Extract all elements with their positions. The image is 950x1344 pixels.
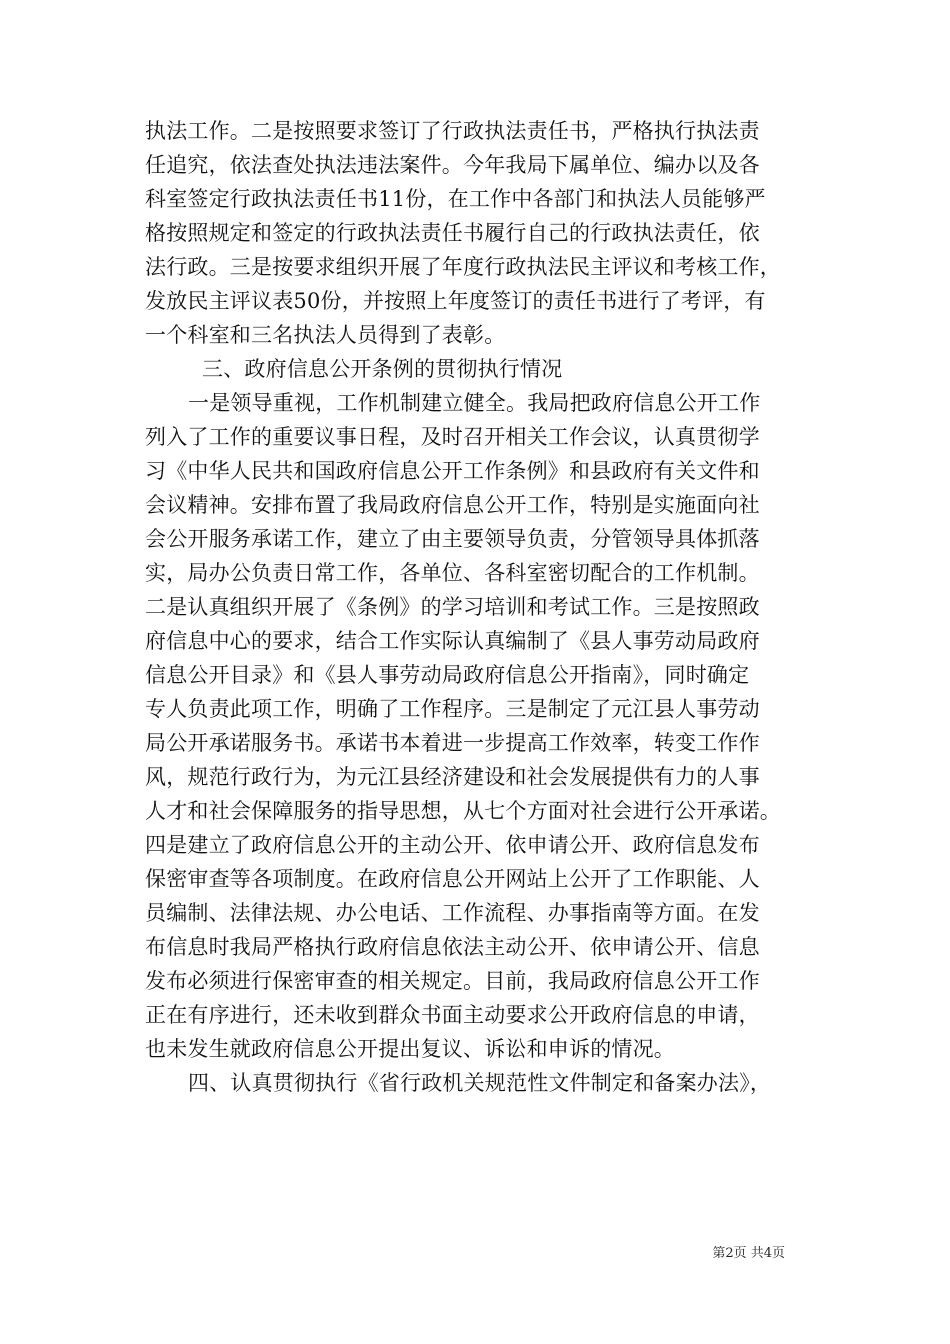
text-line: 会议精神。安排布置了我局政府信息公开工作，特别是实施面向社	[145, 493, 760, 517]
text-line: 员编制、法律法规、办公电话、工作流程、办事指南等方面。在发	[145, 901, 760, 925]
text-line: 列入了工作的重要议事日程，及时召开相关工作会议，认真贯彻学	[145, 425, 760, 449]
text-line: 法行政。三是按要求组织开展了年度行政执法民主评议和考核工作，	[145, 255, 781, 279]
section-heading: 三、政府信息公开条例的贯彻执行情况	[202, 357, 563, 381]
text-line: 发放民主评议表50份，并按照上年度签订的责任书进行了考评，有	[145, 289, 766, 313]
text-line: 局公开承诺服务书。承诺书本着进一步提高工作效率，转变工作作	[145, 731, 760, 755]
text-line: 格按照规定和签定的行政执法责任书履行自己的行政执法责任，依	[145, 221, 760, 245]
paragraph-start-line: 一是领导重视，工作机制建立健全。我局把政府信息公开工作	[188, 391, 761, 415]
text-line: 风，规范行政行为，为元江县经济建设和社会发展提供有力的人事	[145, 765, 760, 789]
text-line: 二是认真组织开展了《条例》的学习培训和考试工作。三是按照政	[145, 595, 760, 619]
text-line: 也未发生就政府信息公开提出复议、诉讼和申诉的情况。	[145, 1037, 675, 1061]
section-heading: 四、认真贯彻执行《省行政机关规范性文件制定和备案办法》，	[188, 1071, 772, 1095]
text-line: 四是建立了政府信息公开的主动公开、依申请公开、政府信息发布	[145, 833, 760, 857]
text-line: 布信息时我局严格执行政府信息依法主动公开、依申请公开、信息	[145, 935, 760, 959]
text-line: 信息公开目录》和《县人事劳动局政府信息公开指南》，同时确定	[145, 663, 750, 687]
body-text	[145, 114, 820, 1100]
page-number-footer: 第2页 共4页	[712, 1246, 785, 1261]
text-line: 习《中华人民共和国政府信息公开工作条例》和县政府有关文件和	[145, 459, 760, 483]
text-line: 人才和社会保障服务的指导思想，从七个方面对社会进行公开承诺。	[145, 799, 781, 823]
text-line: 执法工作。二是按照要求签订了行政执法责任书，严格执行执法责	[145, 119, 760, 143]
text-line: 会公开服务承诺工作，建立了由主要领导负责，分管领导具体抓落	[145, 527, 760, 551]
text-line: 科室签定行政执法责任书11份，在工作中各部门和执法人员能够严	[145, 187, 766, 211]
text-line: 发布必须进行保密审查的相关规定。目前，我局政府信息公开工作	[145, 969, 760, 993]
text-line: 专人负责此项工作，明确了工作程序。三是制定了元江县人事劳动	[145, 697, 760, 721]
text-line: 实，局办公负责日常工作，各单位、各科室密切配合的工作机制。	[145, 561, 760, 585]
text-line: 府信息中心的要求，结合工作实际认真编制了《县人事劳动局政府	[145, 629, 760, 653]
text-line: 保密审查等各项制度。在政府信息公开网站上公开了工作职能、人	[145, 867, 760, 891]
text-line: 一个科室和三名执法人员得到了表彰。	[145, 323, 506, 347]
text-line: 正在有序进行，还未收到群众书面主动要求公开政府信息的申请，	[145, 1003, 760, 1027]
text-line: 任追究，依法查处执法违法案件。今年我局下属单位、编办以及各	[145, 153, 760, 177]
